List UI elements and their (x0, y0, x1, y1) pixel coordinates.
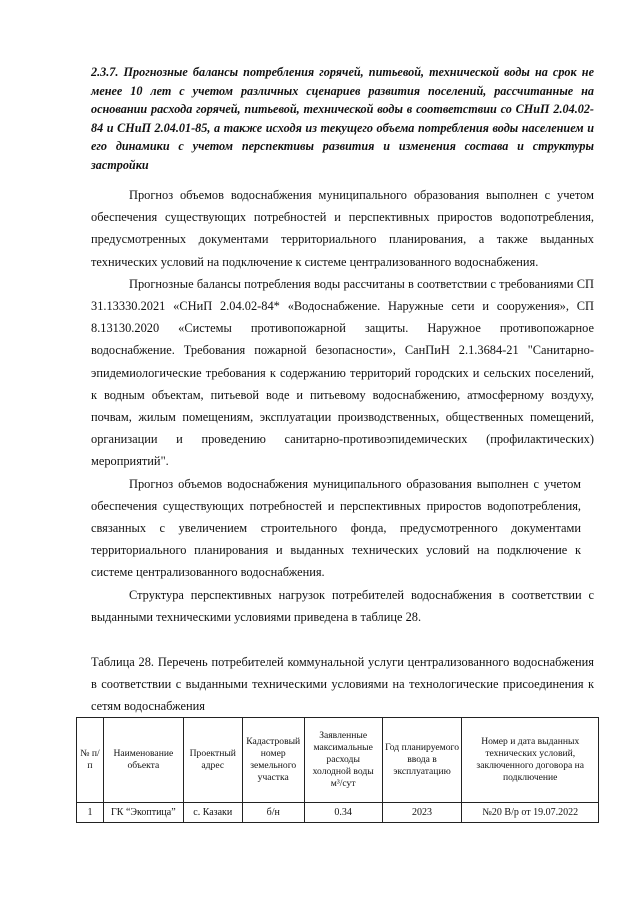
section-heading: 2.3.7. Прогнозные балансы потребления горячей, питьевой, технической воды на срок не менее 10 лет с учетом различных сценариев развития поселений, рассчитанные на основании расхода горячей, питьевой, технической воды в соответствии со СНиП 2.04.02-84 и СНиП 2.04.01-85, а также исходя из текущего объема потребления воды населением и его динамики с учетом перспективы развития и изменения состава и структуры застройки (91, 65, 594, 172)
body-text (91, 184, 594, 628)
table-caption: Таблица 28. Перечень потребителей коммунальной услуги централизованного водоснабжения в соответствии с выданными техническими условиями на технологические присоединения к сетям водоснабжения (91, 655, 594, 714)
header-cell: Проектный адрес (183, 718, 242, 803)
paragraph: Структура перспективных нагрузок потребителей водоснабжения в соответствии с выданными техническими условиями приведена в таблице 28. (91, 587, 594, 624)
table-cell: с. Казаки (183, 803, 242, 823)
table-header-row (77, 718, 599, 803)
table-cell: 2023 (382, 803, 462, 823)
paragraph: Прогноз объемов водоснабжения муниципального образования выполнен с учетом обеспечения существующих потребностей и перспективных приростов водопотребления, предусмотренных документами территориального планирования, а также выданных технических условий на подключение к системе централизованного водоснабжения. (91, 188, 594, 269)
consumers-table (76, 717, 599, 823)
header-cell: Номер и дата выданных технических условий, заключенного договора на подключение (462, 718, 599, 803)
table-cell: №20 В/р от 19.07.2022 (462, 803, 599, 823)
table-row (77, 803, 599, 823)
paragraph: Прогноз объемов водоснабжения муниципального образования выполнен с учетом обеспечения существующих потребностей и перспективных приростов водопотребления, связанных с увеличением строительного фонда, предусмотренного документами территориального планирования и выданных технических условий на подключение к системе централизованного водоснабжения. (91, 476, 581, 580)
header-cell: Кадастровый номер земельного участка (242, 718, 304, 803)
header-cell: Заявленные максимальные расходы холодной воды м³/сут (304, 718, 382, 803)
table-cell: б/н (242, 803, 304, 823)
table-cell: 0.34 (304, 803, 382, 823)
header-cell: № п/п (77, 718, 104, 803)
header-cell: Наименование объекта (103, 718, 183, 803)
header-cell: Год планируемого ввода в эксплуатацию (382, 718, 462, 803)
table-cell: ГК “Экоптица” (103, 803, 183, 823)
paragraph: Прогнозные балансы потребления воды рассчитаны в соответствии с требованиями СП 31.13330.2021 «СНиП 2.04.02-84* «Водоснабжение. Наружные сети и сооружения», СП 8.13130.2020 «Системы противопожарной защиты. Наружное противопожарное водоснабжение. Требования пожарной безопасности», СанПиН 2.1.3684-21 "Санитарно-эпидемиологические требования к содержанию территорий городских и сельских поселений, к водным объектам, питьевой воде и питьевому водоснабжению, атмосферному воздуху, почвам, жилым помещениям, эксплуатации производственных, общественных помещений, организации и проведению санитарно-противоэпидемических (профилактических) мероприятий". (91, 276, 594, 469)
table-cell: 1 (77, 803, 104, 823)
